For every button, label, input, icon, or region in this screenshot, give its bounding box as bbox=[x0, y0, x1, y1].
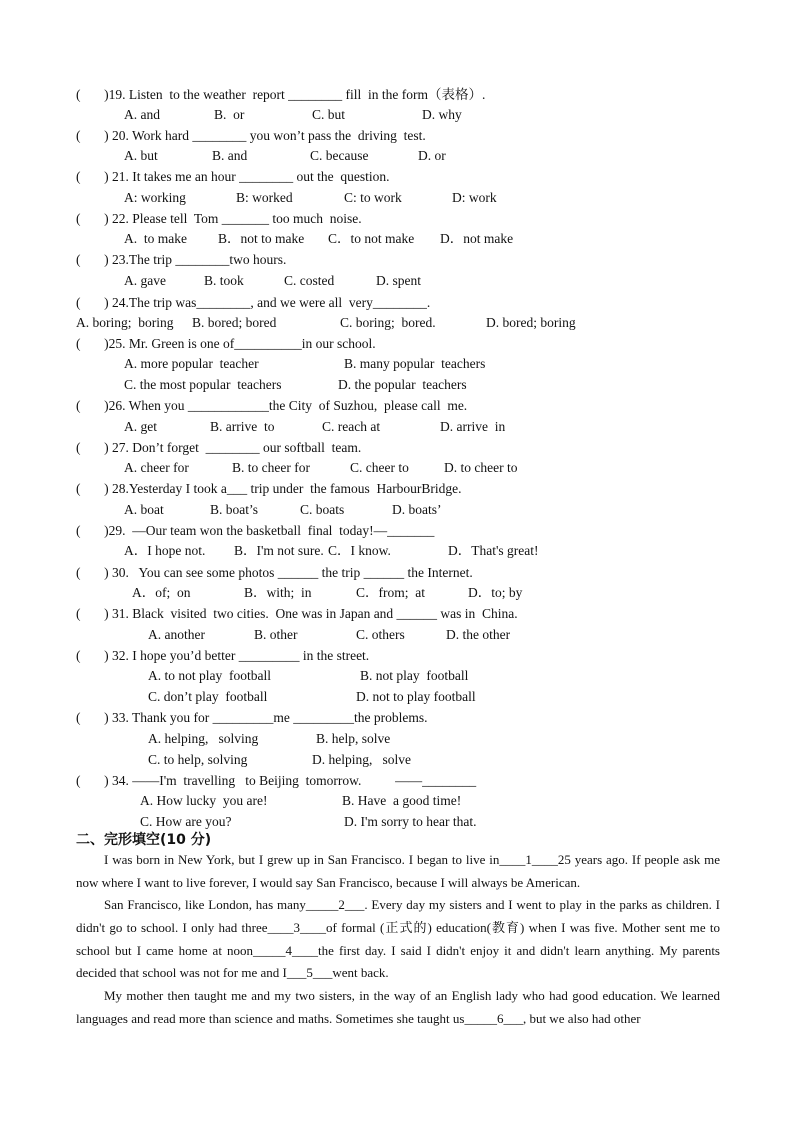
answer-option: C. cheer to bbox=[350, 460, 409, 475]
answer-option: B．not to make bbox=[218, 231, 305, 246]
answer-option: D．to; by bbox=[468, 585, 523, 600]
answer-option: C. the most popular teachers bbox=[124, 377, 282, 392]
answer-option: A. more popular teacher bbox=[124, 356, 259, 371]
question-stem: ( )29. —Our team won the basketball final today!—_______ bbox=[76, 523, 435, 538]
answer-option: C. costed bbox=[284, 273, 335, 288]
answer-option: B. to cheer for bbox=[232, 460, 310, 475]
section-title: 二、完形填空(10 分) bbox=[76, 832, 212, 848]
question-stem: ( ) 32. I hope you’d better _________ in the street. bbox=[76, 648, 370, 663]
answer-option: D. the other bbox=[446, 627, 511, 642]
answer-option: D. spent bbox=[376, 273, 421, 288]
answer-option: A. cheer for bbox=[124, 460, 189, 475]
question-stem: ( ) 21. It takes me an hour ________ out the question. bbox=[76, 169, 390, 184]
answer-option: A. but bbox=[124, 148, 158, 163]
question-stem: ( )19. Listen to the weather report ________ fill in the form（表格）. bbox=[76, 87, 486, 102]
question-stem: ( ) 20. Work hard ________ you won’t pass the driving test. bbox=[76, 128, 426, 143]
answer-option: A. and bbox=[124, 107, 160, 122]
answer-option: B. Have a good time! bbox=[342, 793, 462, 808]
answer-option: B. help, solve bbox=[316, 731, 391, 746]
passage-paragraph: I was born in New York, but I grew up in San Francisco. I began to live in____1____25 years ago. If people ask me now where I want to live forever, I would say San Francisco, because I will always be American. bbox=[76, 852, 720, 890]
answer-option: D. the popular teachers bbox=[338, 377, 467, 392]
answer-option: C. but bbox=[312, 107, 346, 122]
answer-option: D: work bbox=[452, 190, 497, 205]
answer-option: C. because bbox=[310, 148, 369, 163]
answer-option: D. why bbox=[422, 107, 462, 122]
answer-option: C．to not make bbox=[328, 231, 415, 246]
answer-option: A．of; on bbox=[132, 585, 191, 600]
answer-option: B. arrive to bbox=[210, 419, 275, 434]
answer-option: B. other bbox=[254, 627, 298, 642]
answer-option: C. How are you? bbox=[140, 814, 232, 829]
answer-option: B. and bbox=[212, 148, 248, 163]
question-stem: ( ) 28.Yesterday I took a___ trip under the famous HarbourBridge. bbox=[76, 481, 462, 496]
answer-option: D. boats’ bbox=[392, 502, 442, 517]
answer-option: B．I'm not sure. bbox=[234, 543, 324, 558]
answer-option: A: working bbox=[124, 190, 186, 205]
answer-option: B: worked bbox=[236, 190, 293, 205]
answer-option: B. took bbox=[204, 273, 244, 288]
answer-option: C: to work bbox=[344, 190, 402, 205]
answer-option: D. not to play football bbox=[356, 689, 476, 704]
answer-option: A. helping, solving bbox=[148, 731, 259, 746]
answer-option: B. not play football bbox=[360, 668, 469, 683]
answer-option: C. boring; bored. bbox=[340, 315, 436, 330]
answer-option: A. How lucky you are! bbox=[140, 793, 268, 808]
answer-option: A. another bbox=[148, 627, 205, 642]
answer-option: A. gave bbox=[124, 273, 166, 288]
question-stem: ( ) 27. Don’t forget ________ our softball team. bbox=[76, 440, 362, 455]
answer-option: C. don’t play football bbox=[148, 689, 268, 704]
question-stem: ( ) 34. ——I'm travelling to Beijing tomorrow. ——________ bbox=[76, 773, 477, 788]
answer-option: D. helping, solve bbox=[312, 752, 411, 767]
answer-option: A．I hope not. bbox=[124, 543, 206, 558]
answer-option: A. to make bbox=[124, 231, 187, 246]
answer-option: B. many popular teachers bbox=[344, 356, 486, 371]
answer-option: A. boat bbox=[124, 502, 164, 517]
answer-option: C. others bbox=[356, 627, 405, 642]
answer-option: D. or bbox=[418, 148, 446, 163]
answer-option: B. or bbox=[214, 107, 245, 122]
question-stem: ( ) 31. Black visited two cities. One was in Japan and ______ was in China. bbox=[76, 606, 518, 621]
answer-option: B. boat’s bbox=[210, 502, 259, 517]
answer-option: D. arrive in bbox=[440, 419, 506, 434]
answer-option: B．with; in bbox=[244, 585, 312, 600]
answer-option: A. to not play football bbox=[148, 668, 271, 683]
answer-option: D．That's great! bbox=[448, 543, 539, 558]
answer-option: A. boring; boring bbox=[76, 315, 174, 330]
answer-option: C. to help, solving bbox=[148, 752, 248, 767]
answer-option: C. reach at bbox=[322, 419, 381, 434]
question-stem: ( )25. Mr. Green is one of__________in our school. bbox=[76, 336, 376, 351]
question-stem: ( )26. When you ____________the City of Suzhou, please call me. bbox=[76, 398, 468, 413]
passage-paragraph: San Francisco, like London, has many_____2___. Every day my sisters and I went to play in the parks as children. I didn't go to school. I only had three____3____of formal (正式的) education(教育) when I was five. Mother sent me to school but I came home at noon_____4____the first day. I said I didn't enjoy it and didn't learn anything. My parents decided that school was not for me and I___5___went back. bbox=[76, 897, 720, 981]
answer-option: D. bored; boring bbox=[486, 315, 576, 330]
question-stem: ( ) 24.The trip was________, and we were all very________. bbox=[76, 295, 431, 310]
answer-option: B. bored; bored bbox=[192, 315, 277, 330]
passage-paragraph: My mother then taught me and my two sisters, in the way of an English lady who had good education. We learned languages and read more than science and maths. Sometimes she taught us_____6___, but we also had other bbox=[76, 988, 720, 1026]
question-stem: ( ) 33. Thank you for _________me _________the problems. bbox=[76, 710, 428, 725]
answer-option: C．from; at bbox=[356, 585, 425, 600]
question-stem: ( ) 30. You can see some photos ______ the trip ______ the Internet. bbox=[76, 565, 473, 580]
answer-option: D. to cheer to bbox=[444, 460, 518, 475]
question-stem: ( ) 23.The trip ________two hours. bbox=[76, 252, 287, 267]
answer-option: D. I'm sorry to hear that. bbox=[344, 814, 477, 829]
answer-option: C. boats bbox=[300, 502, 345, 517]
answer-option: C．I know. bbox=[328, 543, 391, 558]
question-stem: ( ) 22. Please tell Tom _______ too much noise. bbox=[76, 211, 362, 226]
answer-option: A. get bbox=[124, 419, 157, 434]
answer-option: D．not make bbox=[440, 231, 514, 246]
